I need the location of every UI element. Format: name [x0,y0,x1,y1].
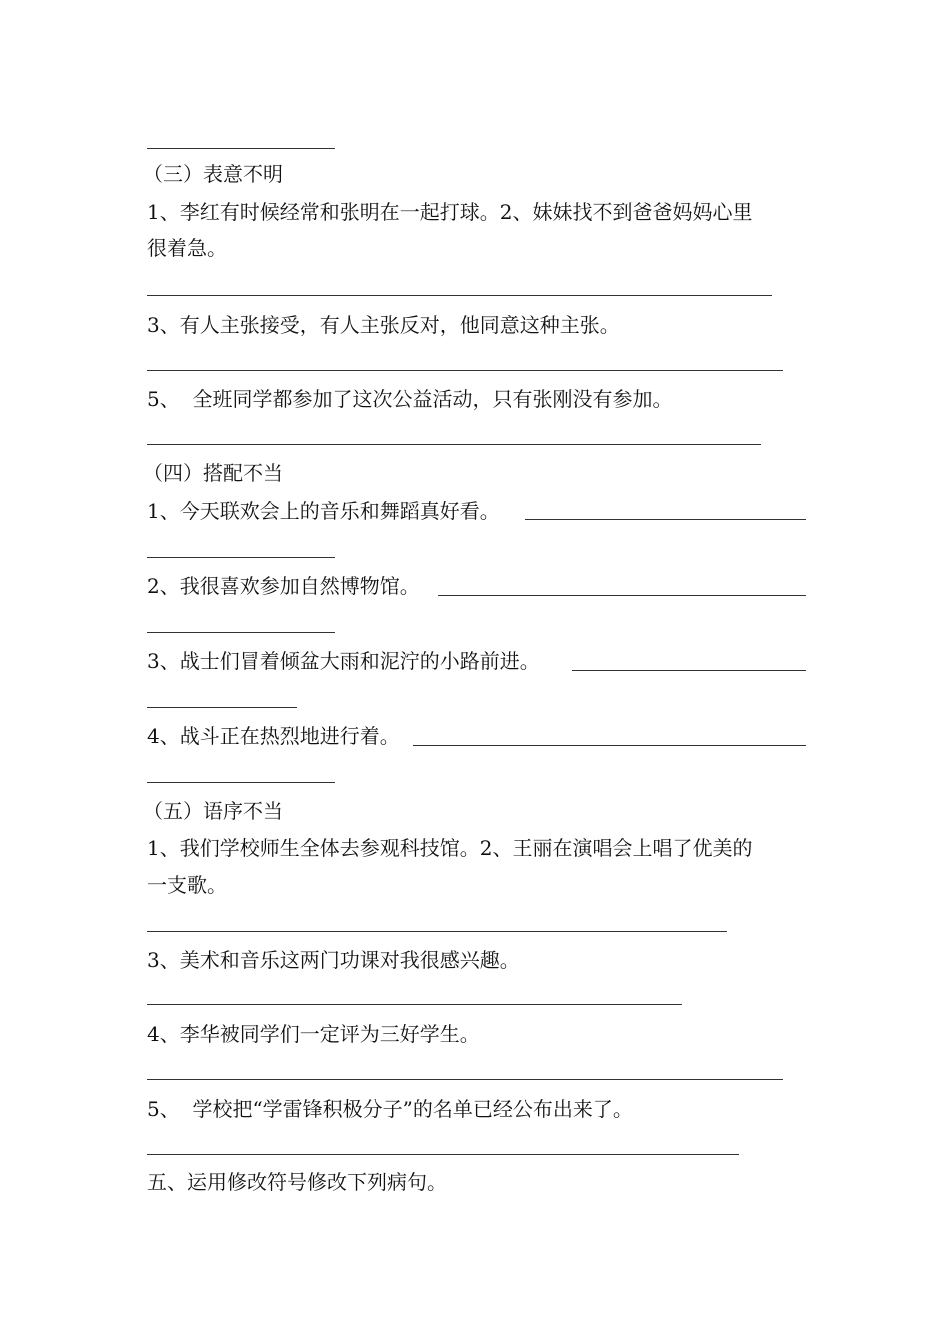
question-text: 4、李华被同学们一定评为三好学生。 [147,1022,480,1046]
answer-line [413,745,806,746]
question-text: 很着急。 [147,236,227,260]
question-text: 3、有人主张接受，有人主张反对，他同意这种主张。 [147,313,620,337]
question-text: 一支歌。 [147,873,227,897]
question-text: 2、我很喜欢参加自然博物馆。 [147,574,420,598]
question-text: 1、李红有时候经常和张明在一起打球。2、妹妹找不到爸爸妈妈心里 [147,200,753,224]
section-heading: （四）搭配不当 [143,461,283,485]
answer-line [147,1004,682,1005]
answer-line [147,707,297,708]
part-heading: 五、运用修改符号修改下列病句。 [147,1170,447,1194]
answer-line [438,595,806,596]
question-text: 5、 学校把“学雷锋积极分子”的名单已经公布出来了。 [147,1097,633,1121]
section-heading: （三）表意不明 [143,162,283,186]
answer-line [147,931,727,932]
answer-line [147,295,772,296]
answer-line [572,670,806,671]
question-text: 5、 全班同学都参加了这次公益活动，只有张刚没有参加。 [147,387,673,411]
question-text: 3、战士们冒着倾盆大雨和泥泞的小路前进。 [147,649,540,673]
question-text: 4、战斗正在热烈地进行着。 [147,724,400,748]
answer-line [147,782,335,783]
answer-line [147,444,761,445]
question-text: 1、我们学校师生全体去参观科技馆。2、王丽在演唱会上唱了优美的 [147,836,753,860]
question-text: 3、美术和音乐这两门功课对我很感兴趣。 [147,948,520,972]
answer-line [147,632,335,633]
answer-line [147,148,335,149]
answer-line [147,1079,783,1080]
answer-line [147,557,335,558]
answer-line [147,1154,739,1155]
question-text: 1、今天联欢会上的音乐和舞蹈真好看。 [147,499,500,523]
answer-line [147,370,783,371]
section-heading: （五）语序不当 [143,799,283,823]
answer-line [525,519,806,520]
